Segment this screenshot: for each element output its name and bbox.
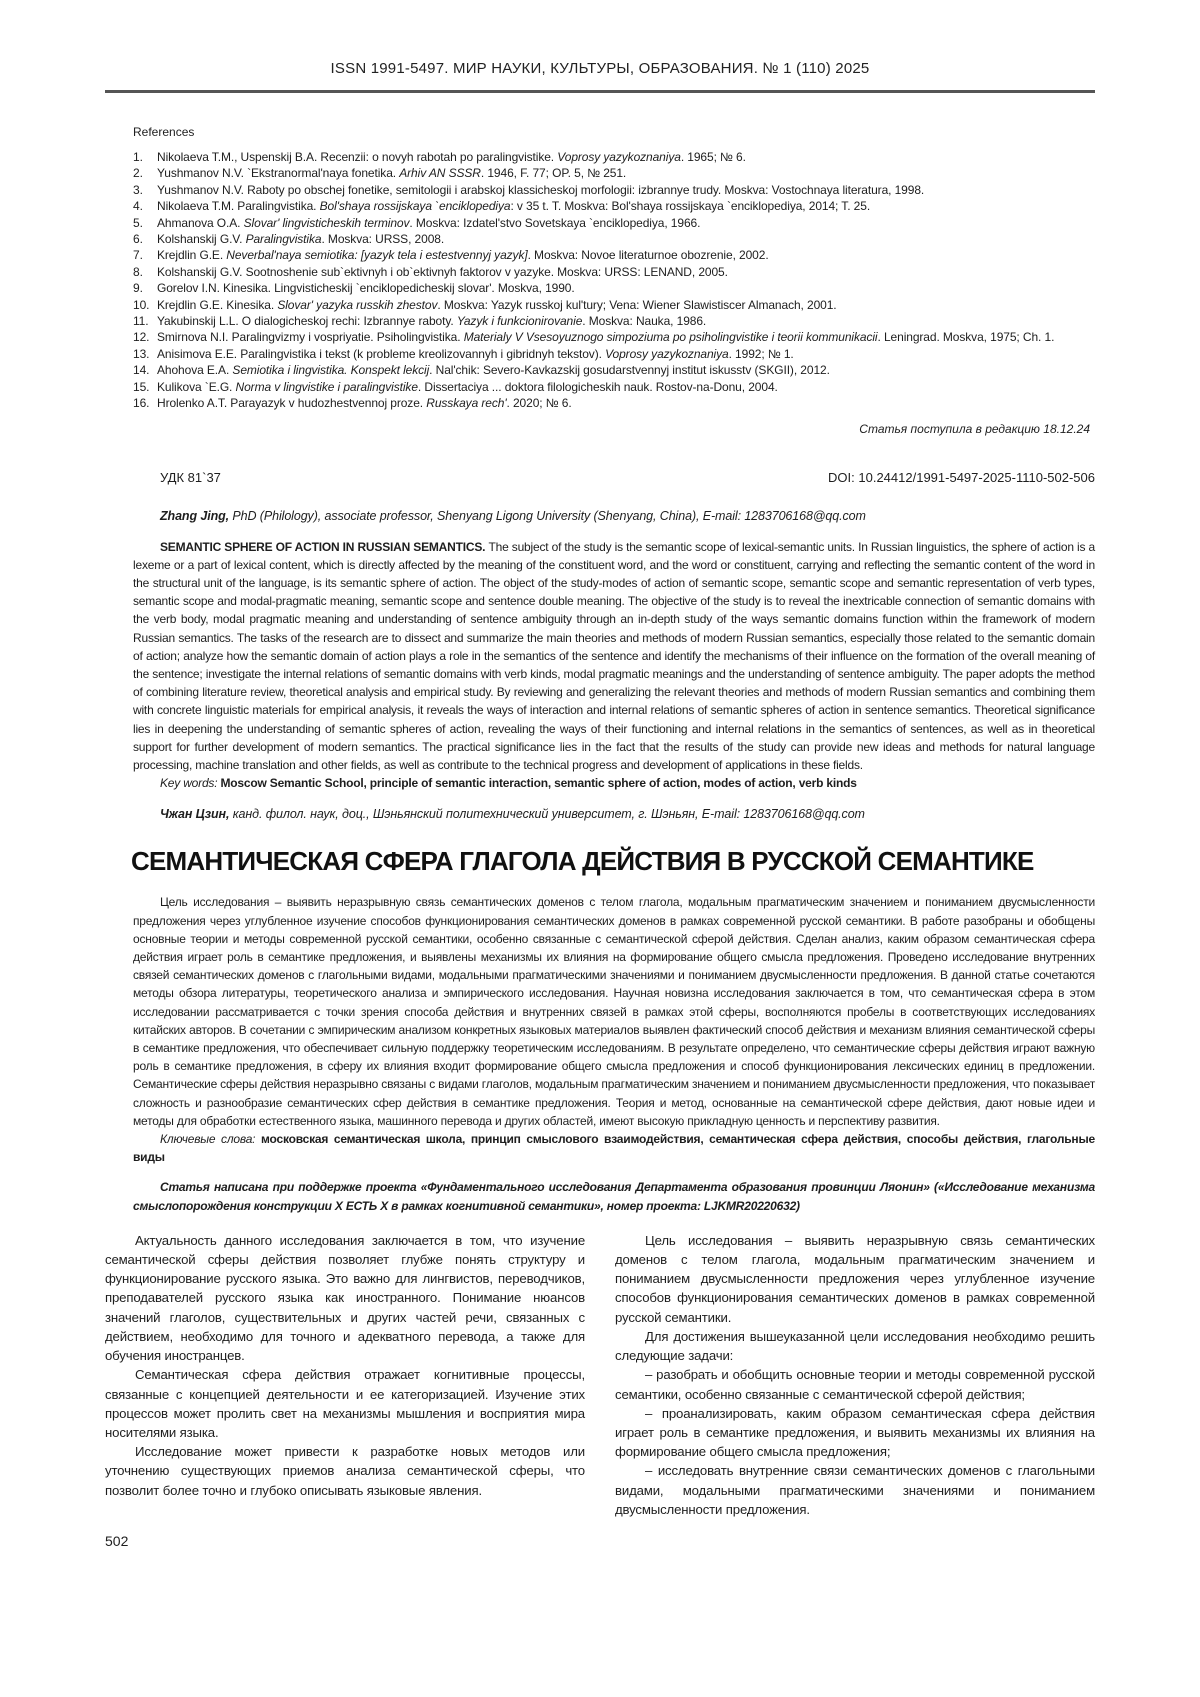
reference-text: Smirnova N.I. Paralingvizmy i vospriyatie. Psiholingvistika. Materialy V Vsesoyuznogo simpoziuma po psiholingvistike i teorii kommunikacii. Leningrad. Moskva, 1975; Ch. 1. xyxy=(157,330,1055,345)
author-line-en: Zhang Jing, PhD (Philology), associate professor, Shenyang Ligong University (Shenyang, China), E-mail: 1283706168@qq.com xyxy=(160,508,866,523)
reference-number: 10. xyxy=(133,297,150,312)
reference-number: 13. xyxy=(133,346,150,361)
reference-text: Krejdlin G.E. Neverbal'naya semiotika: [yazyk tela i estestvennyj yazyk]. Moskva: Novoe literaturnoe obozrenie, 2002. xyxy=(157,248,769,263)
body-paragraph: – проанализировать, каким образом семантическая сфера действия играет роль в семантике предложения, и выявить механизмы их влияния на формирование общего смысла предложения; xyxy=(615,1405,1095,1460)
body-paragraph: – исследовать внутренние связи семантических доменов с глагольными видами, модальными прагматическими значениями и пониманием двусмысленности предложения. xyxy=(615,1463,1095,1517)
reference-item xyxy=(133,149,1095,165)
funding-note: Статья написана при поддержке проекта «Фундаментального исследования Департамента образования провинции Ляонин» («Исследование механизма смыслопорождения конструкции Х ЕСТЬ Х в рамках когнитивной семантики», номер проекта: LJKMR20220632) xyxy=(133,1180,1095,1213)
reference-item xyxy=(133,247,1095,263)
reference-text: Yushmanov N.V. Raboty po obschej fonetike, semitologii i arabskoj klassicheskoj morfologii: izbrannye trudy. Moskva: Vostochnaya literatura, 1998. xyxy=(157,182,925,197)
body-paragraph: Для достижения вышеуказанной цели исследования необходимо решить следующие задачи: xyxy=(615,1328,1095,1364)
body-paragraph: Актуальность данного исследования заключается в том, что изучение семантической сферы действия позволяет глубже понять структуру и функционирование русского языка. Это важно для лингвистов, переводчиков, преподавателей русского языка как иностранного. Понимание нюансов значений глаголов, существительных и других частей речи, связанных с действием, необходимо для точного и адекватного перевода, а также для обучения иностранцев. xyxy=(105,1232,585,1364)
reference-text: Krejdlin G.E. Kinesika. Slovar' yazyka russkih zhestov. Moskva: Yazyk russkoj kul'tury; Vena: Wiener Slawistiscer Almanach, 2001. xyxy=(157,297,837,312)
references-heading: References xyxy=(133,125,195,139)
body-column-left xyxy=(105,1231,585,1519)
reference-item xyxy=(133,264,1095,280)
reference-item xyxy=(133,362,1095,378)
body-columns xyxy=(105,1231,1095,1519)
reference-item xyxy=(133,313,1095,329)
page-number: 502 xyxy=(105,1532,129,1549)
reference-number: 16. xyxy=(133,396,150,411)
reference-item xyxy=(133,395,1095,411)
reference-text: Ahohova E.A. Semiotika i lingvistika. Konspekt lekcij. Nal'chik: Severo-Kavkazskij gosudarstvennyj institut iskusstv (SKGII), 2012. xyxy=(157,363,830,378)
abstract-en: SEMANTIC SPHERE OF ACTION IN RUSSIAN SEMANTICS. The subject of the study is the semantic scope of lexical-semantic units. In Russian linguistics, the sphere of action is a lexeme or a part of lexical content, which is directly affected by the meaning of the constituent word, and the word or constituent, carrying and reflecting the semantic content of the word in the structural unit of the language, is its semantic sphere of action. The object of the study-modes of action of semantic scope, semantic scope and semantic representation of verb types, semantic scope and modal-pragmatic meaning, semantic scope and sentence double meaning. The objective of the study is to reveal the inextricable connection of semantic domains with the verb body, modal pragmatic meaning and understanding of sentence ambiguity through an in-depth study of the ways semantic domains function within the framework of modern Russian semantics. The tasks of the research are to dissect and summarize the main theories and methods of modern Russian semantics, especially those related to the semantic domain of action; analyze how the semantic domain of action plays a role in the semantics of the sentence and identify the mechanisms of their influence on the formation of the overall meaning of the sentence; investigate the internal relations of semantic domains with verb kinds, modal pragmatic meanings and the understanding of sentence ambiguity. The paper adopts the method of combining literature review, theoretical analysis and empirical study. By reviewing and generalizing the relevant theories and methods of modern Russian semantics and combining them with concrete linguistic materials for empirical analysis, it reveals the ways of interaction and internal relations of semantic spheres of action in sentence semantics. Theoretical significance lies in deepening the understanding of semantic spheres of action, revealing the ways of their functioning and internal relations in the semantics of sentences, as well as in theoretical support for further development of modern semantics. The practical significance lies in the fact that the results of the study can provide new ideas and methods for natural language processing, machine translation and other fields, as well as contribute to the technical progress and development of applications in these fields. xyxy=(133,539,1096,772)
reference-text: Gorelov I.N. Kinesika. Lingvisticheskij `enciklopedicheskij slovar'. Moskva, 1990. xyxy=(157,281,575,296)
reference-number: 3. xyxy=(133,182,143,197)
reference-number: 14. xyxy=(133,363,150,378)
keywords-en: Key words: Moscow Semantic School, principle of semantic interaction, semantic sphere of action, modes of action, verb kinds xyxy=(160,776,857,791)
udk-label: УДК 81`37 xyxy=(160,469,221,485)
body-paragraph: – разобрать и обобщить основные теории и методы современной русской семантики, особенно связанные с семантической сферой действия; xyxy=(615,1367,1095,1402)
reference-number: 15. xyxy=(133,379,150,394)
reference-number: 8. xyxy=(133,264,143,279)
body-column-right xyxy=(615,1231,1095,1519)
reference-text: Nikolaeva T.M. Paralingvistika. Bol'shaya rossijskaya `enciklopediya: v 35 t. T. Moskva: Bol'shaya rossijskaya `enciklopediya, 2014; T. 25. xyxy=(157,199,871,214)
header-rule xyxy=(105,90,1095,93)
article-title: СЕМАНТИЧЕСКАЯ СФЕРА ГЛАГОЛА ДЕЙСТВИЯ В РУССКОЙ СЕМАНТИКЕ xyxy=(131,846,1034,877)
reference-text: Nikolaeva T.M., Uspenskij B.A. Recenzii: o novyh rabotah po paralingvistike. Voprosy yazykoznaniya. 1965; № 6. xyxy=(157,150,746,164)
reference-number: 12. xyxy=(133,330,150,345)
reference-text: Kolshanskij G.V. Paralingvistika. Moskva: URSS, 2008. xyxy=(157,232,445,247)
reference-text: Ahmanova O.A. Slovar' lingvisticheskih terminov. Moskva: Izdatel'stvo Sovetskaya `enciklopediya, 1966. xyxy=(157,215,701,230)
reference-item xyxy=(133,231,1095,247)
journal-header: ISSN 1991-5497. МИР НАУКИ, КУЛЬТУРЫ, ОБРАЗОВАНИЯ. № 1 (110) 2025 xyxy=(330,60,870,77)
keywords-ru: Ключевые слова: московская семантическая школа, принцип смыслового взаимодействия, семантическая сфера действия, способы действия, глагольные виды xyxy=(133,1132,1095,1165)
reference-number: 11. xyxy=(133,314,149,329)
body-paragraph: Исследование может привести к разработке новых методов или уточнению существующих приемов анализа семантической сферы, что позволит более точно и глубоко описывать языковые явления. xyxy=(105,1444,585,1498)
reference-item xyxy=(133,182,1095,198)
reference-text: Yakubinskij L.L. O dialogicheskoj rechi: Izbrannye raboty. Yazyk i funkcionirovanie. Moskva: Nauka, 1986. xyxy=(157,314,707,329)
reference-number: 4. xyxy=(133,199,143,214)
reference-number: 1. xyxy=(133,150,143,164)
reference-item xyxy=(133,297,1095,313)
reference-number: 6. xyxy=(133,232,143,247)
reference-item xyxy=(133,165,1095,181)
reference-text: Yushmanov N.V. `Ekstranormal'naya fonetika. Arhiv AN SSSR. 1946, F. 77; OP. 5, № 251. xyxy=(157,166,627,181)
reference-number: 5. xyxy=(133,215,143,230)
udk-doi-row xyxy=(160,470,1095,485)
reference-item xyxy=(133,346,1095,362)
reference-text: Anisimova E.E. Paralingvistika i tekst (k probleme kreolizovannyh i gibridnyh tekstov). Voprosy yazykoznaniya. 1992; № 1. xyxy=(157,346,794,361)
references-list xyxy=(133,149,1095,412)
reference-item xyxy=(133,379,1095,395)
reference-item xyxy=(133,329,1095,345)
reference-text: Kolshanskij G.V. Sootnoshenie sub`ektivnyh i ob`ektivnyh faktorov v yazyke. Moskva: URSS: LENAND, 2005. xyxy=(157,264,728,279)
abstract-ru: Цель исследования – выявить неразрывную связь семантических доменов с телом глагола, модальным прагматическим значением и пониманием двусмысленности предложения через углубленное изучение способов функционирования семантических доменов в рамках современной русской семантики. В работе разобраны и обобщены основные теории и методы современной русской семантики, особенно связанные с семантической сферой действия. Сделан анализ, каким образом семантическая сфера действия играет роль в семантике предложения, и выявлены механизмы их влияния на формирование общего смысла предложения. Проведено исследование внутренних связей семантических доменов с глагольными видами, модальными прагматическими значениями и пониманием двусмысленности предложения. В данной статье сочетаются методы обзора литературы, теоретического анализа и эмпирического исследования. Научная новизна исследования заключается в том, что семантическая сфера в этом исследовании рассматривается с точки зрения способа действия и внутренних связей в рамках этой сферы, восполняются пробелы в соответствующих исследованиях китайских авторов. В сочетании с эмпирическим анализом конкретных языковых материалов выявлен фактический способ действия и механизм влияния семантической сферы в семантике предложения, что обеспечивает сильную поддержку теоретическим исследованиям. В результате определено, что семантические сферы действия играют важную роль в семантике предложения, в сферу их влияния входит формирование общего смысла предложения и способ функционирования лексических единиц в предложении. Семантические сферы действия неразрывно связаны с видами глаголов, модальным прагматическим значением и пониманием двусмысленности предложения, что показывает сложность и разнообразие семантических сфер действия в семантике предложения. Теория и метод, основанные на семантической сфере действия, дают новые идеи и методы для обработки естественного языка, машинного перевода и других областей, имеют высокую прикладную ценность и перспективу развития. xyxy=(133,895,1095,1128)
reference-text: Kulikova `E.G. Norma v lingvistike i paralingvistike. Dissertaciya ... doktora filologicheskih nauk. Rostov-na-Donu, 2004. xyxy=(157,379,778,394)
doi-label: DOI: 10.24412/1991-5497-2025-1110-502-506 xyxy=(828,469,1095,485)
reference-item xyxy=(133,198,1095,214)
reference-number: 7. xyxy=(133,248,143,263)
body-paragraph: Семантическая сфера действия отражает когнитивные процессы, связанные с концепцией деятельности и ее категоризацией. Изучение этих процессов может пролить свет на механизмы мышления и восприятия мира носителями языка. xyxy=(105,1367,585,1440)
received-note: Статья поступила в редакцию 18.12.24 xyxy=(859,421,1090,436)
reference-number: 9. xyxy=(133,281,143,296)
author-line-ru: Чжан Цзин, канд. филол. наук, доц., Шэньянский политехнический университет, г. Шэньян, E-mail: 1283706168@qq.com xyxy=(160,807,865,822)
reference-item xyxy=(133,215,1095,231)
reference-item xyxy=(133,280,1095,296)
reference-text: Hrolenko A.T. Parayazyk v hudozhestvennoj proze. Russkaya rech'. 2020; № 6. xyxy=(157,396,572,411)
reference-number: 2. xyxy=(133,166,143,181)
body-paragraph: Цель исследования – выявить неразрывную связь семантических доменов с телом глагола, модальным прагматическим значением и пониманием двусмысленности предложения через углубленное изучение способов функционирования семантических доменов в рамках современной русской семантики. xyxy=(615,1232,1095,1325)
